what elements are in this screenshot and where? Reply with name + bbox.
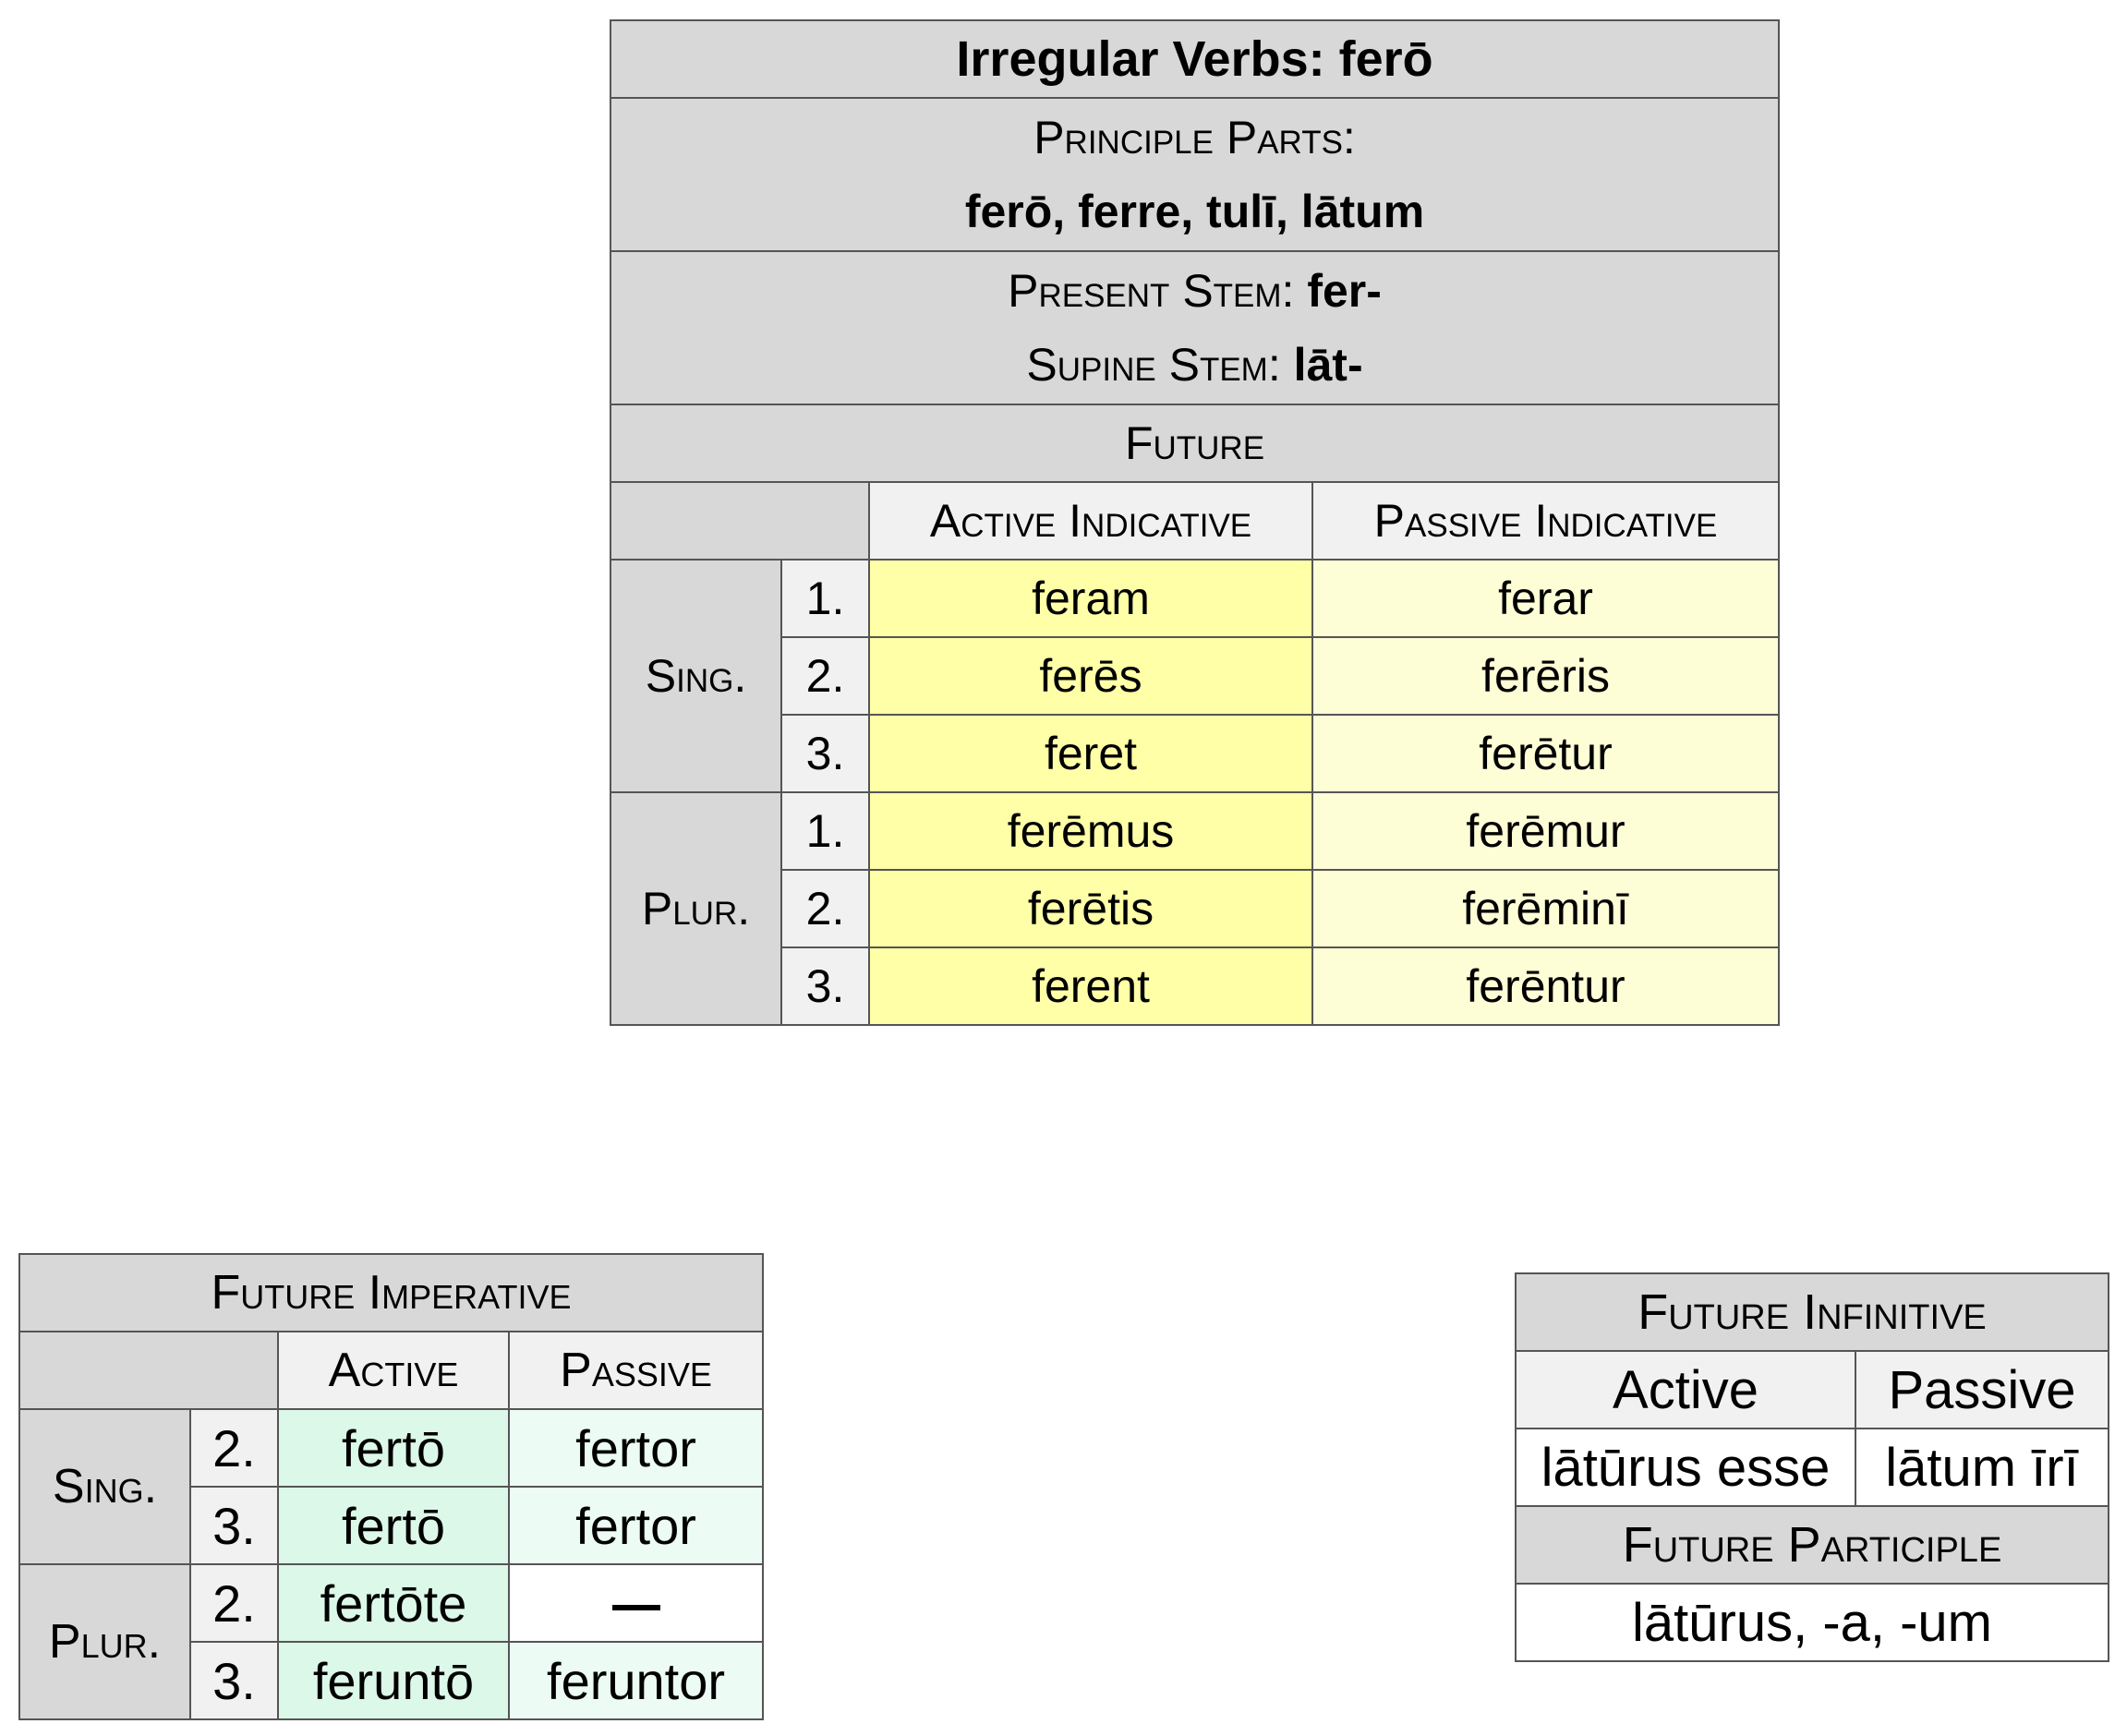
person-cell: 2. [190, 1409, 278, 1487]
corner-cell [19, 1332, 278, 1409]
infinitive-passive: lātum īrī [1855, 1429, 2109, 1506]
passive-form: ferēris [1312, 637, 1779, 715]
person-cell: 2. [781, 637, 869, 715]
participle-form: lātūrus, -a, -um [1516, 1584, 2109, 1661]
active-form: feram [869, 560, 1312, 637]
infinitive-title: Future Infinitive [1516, 1273, 2109, 1351]
supine-stem-label: Supine Stem: [1026, 339, 1294, 391]
passive-form: ferar [1312, 560, 1779, 637]
table-row [610, 792, 1779, 870]
col-header-passive: Passive [509, 1332, 763, 1409]
active-form: ferent [869, 947, 1312, 1025]
col-header-active: Active [278, 1332, 509, 1409]
person-cell: 3. [781, 715, 869, 792]
table-row [19, 1409, 763, 1487]
number-label-plural: Plur. [610, 792, 781, 1025]
col-header-passive: Passive Indicative [1312, 482, 1779, 560]
passive-form: ferētur [1312, 715, 1779, 792]
person-cell: 1. [781, 560, 869, 637]
present-stem: fer- [1307, 265, 1382, 317]
active-form: feret [869, 715, 1312, 792]
person-cell: 2. [190, 1564, 278, 1642]
present-stem-label: Present Stem: [1008, 265, 1308, 317]
passive-form: ferēntur [1312, 947, 1779, 1025]
table-row [19, 1564, 763, 1642]
active-form: fertō [278, 1409, 509, 1487]
dash-mark [612, 1605, 660, 1610]
table-row [610, 715, 1779, 792]
passive-form: fertor [509, 1487, 763, 1564]
infinitive-active: lātūrus esse [1516, 1429, 1855, 1506]
corner-cell [610, 482, 869, 560]
table-row [610, 637, 1779, 715]
table-row [610, 870, 1779, 947]
table-title: Irregular Verbs: ferō [610, 20, 1779, 98]
passive-form-empty [509, 1564, 763, 1642]
active-form: feruntō [278, 1642, 509, 1719]
person-cell: 3. [190, 1487, 278, 1564]
active-form: ferēs [869, 637, 1312, 715]
number-label-plural: Plur. [19, 1564, 190, 1719]
col-header-active: Active Indicative [869, 482, 1312, 560]
participle-title: Future Participle [1516, 1506, 2109, 1584]
active-form: fertō [278, 1487, 509, 1564]
person-cell: 3. [781, 947, 869, 1025]
col-header-passive: Passive [1855, 1351, 2109, 1429]
passive-form: ferēmur [1312, 792, 1779, 870]
principle-parts-label: Principle Parts: [1033, 112, 1356, 163]
person-cell: 1. [781, 792, 869, 870]
table-row [610, 560, 1779, 637]
active-form: ferētis [869, 870, 1312, 947]
table-row [610, 947, 1779, 1025]
future-infinitive-table [1515, 1272, 2109, 1662]
active-form: ferēmus [869, 792, 1312, 870]
stems-cell [610, 251, 1779, 404]
table-row [1516, 1429, 2109, 1506]
col-header-active: Active [1516, 1351, 1855, 1429]
imperative-title: Future Imperative [19, 1254, 763, 1332]
supine-stem: lāt- [1293, 339, 1363, 391]
future-conjugation-table [610, 19, 1780, 1026]
number-label-singular: Sing. [610, 560, 781, 792]
number-label-singular: Sing. [19, 1409, 190, 1564]
person-cell: 3. [190, 1642, 278, 1719]
principle-parts: ferō, ferre, tulī, lātum [964, 186, 1425, 237]
active-form: fertōte [278, 1564, 509, 1642]
tense-header: Future [610, 404, 1779, 482]
person-cell: 2. [781, 870, 869, 947]
principle-parts-cell [610, 98, 1779, 251]
table-row [1516, 1584, 2109, 1661]
passive-form: feruntor [509, 1642, 763, 1719]
passive-form: fertor [509, 1409, 763, 1487]
passive-form: ferēminī [1312, 870, 1779, 947]
future-imperative-table [18, 1253, 764, 1720]
